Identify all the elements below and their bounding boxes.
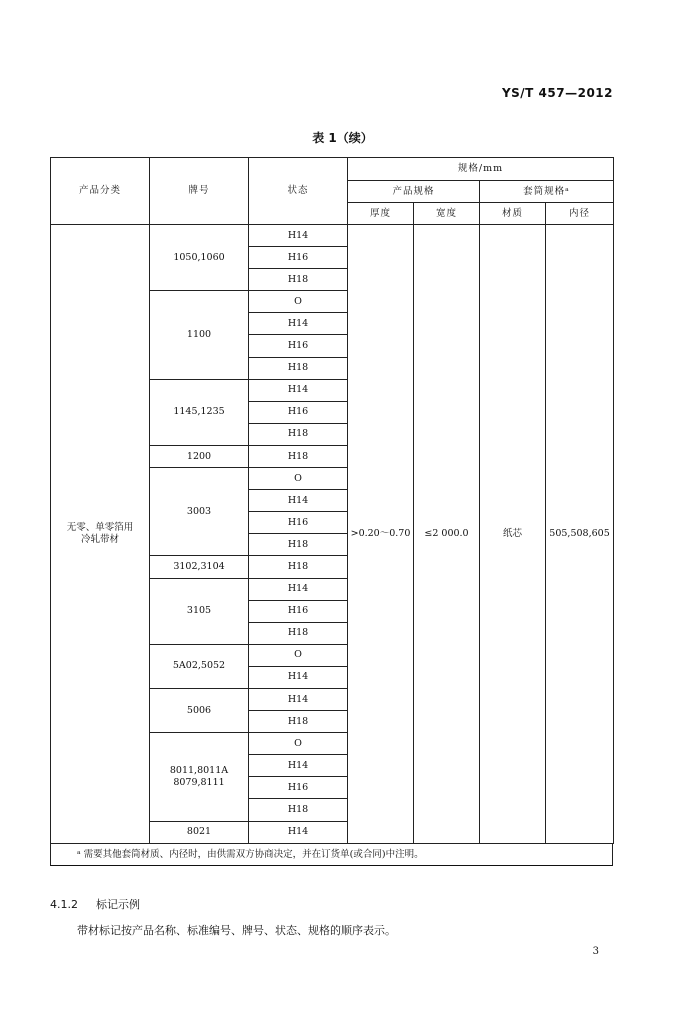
temper-cell: H16 — [249, 401, 348, 423]
header-grade: 牌号 — [150, 158, 249, 225]
temper-cell: H16 — [249, 512, 348, 534]
page-number: 3 — [592, 946, 599, 957]
temper-cell: H14 — [249, 755, 348, 777]
header-material: 材质 — [480, 203, 546, 225]
header-product-spec: 产品规格 — [348, 181, 480, 203]
grade-cell: 1050,1060 — [150, 225, 249, 291]
category-cell: 无零、单零箔用 冷轧带材 — [51, 225, 150, 844]
temper-cell: O — [249, 291, 348, 313]
temper-cell: O — [249, 733, 348, 755]
grade-cell: 1200 — [150, 445, 249, 467]
header-category: 产品分类 — [51, 158, 150, 225]
temper-cell: H14 — [249, 666, 348, 688]
header-temper: 状态 — [249, 158, 348, 225]
spec-table — [50, 157, 614, 844]
temper-cell: H14 — [249, 821, 348, 843]
temper-cell: O — [249, 644, 348, 666]
temper-cell: H16 — [249, 777, 348, 799]
header-width: 宽度 — [414, 203, 480, 225]
grade-cell: 3003 — [150, 468, 249, 556]
grade-cell: 8021 — [150, 821, 249, 843]
temper-cell: H18 — [249, 534, 348, 556]
header-inner-diameter: 内径 — [546, 203, 614, 225]
temper-cell: H18 — [249, 445, 348, 467]
table-container — [50, 157, 613, 844]
section-title: 标记示例 — [96, 898, 140, 911]
inner-diameter-cell: 505,508,605 — [546, 225, 614, 844]
thickness-cell: >0.20～0.70 — [348, 225, 414, 844]
temper-cell: H14 — [249, 490, 348, 512]
temper-cell: H16 — [249, 335, 348, 357]
material-cell: 纸芯 — [480, 225, 546, 844]
grade-cell: 3102,3104 — [150, 556, 249, 578]
temper-cell: H16 — [249, 247, 348, 269]
temper-cell: H16 — [249, 600, 348, 622]
section-heading — [50, 896, 140, 912]
grade-cell: 5006 — [150, 688, 249, 732]
temper-cell: H14 — [249, 225, 348, 247]
header-spec-group: 规格/mm — [348, 158, 614, 181]
table-body — [51, 225, 614, 844]
grade-cell: 8011,8011A 8079,8111 — [150, 733, 249, 821]
header-sleeve-spec: 套筒规格ᵃ — [480, 181, 614, 203]
table-title: 表 1（续） — [312, 131, 373, 145]
temper-cell: H18 — [249, 269, 348, 291]
grade-cell: 1100 — [150, 291, 249, 379]
temper-cell: H14 — [249, 379, 348, 401]
table-row — [51, 225, 614, 247]
grade-cell: 5A02,5052 — [150, 644, 249, 688]
temper-cell: H18 — [249, 357, 348, 379]
standard-number: YS/T 457—2012 — [501, 86, 613, 100]
temper-cell: O — [249, 468, 348, 490]
temper-cell: H14 — [249, 578, 348, 600]
grade-cell: 1145,1235 — [150, 379, 249, 445]
temper-cell: H18 — [249, 799, 348, 821]
temper-cell: H18 — [249, 622, 348, 644]
temper-cell: H14 — [249, 313, 348, 335]
temper-cell: H18 — [249, 556, 348, 578]
width-cell: ≤2 000.0 — [414, 225, 480, 844]
grade-cell: 3105 — [150, 578, 249, 644]
section-number: 4.1.2 — [50, 898, 78, 911]
header-thickness: 厚度 — [348, 203, 414, 225]
temper-cell: H18 — [249, 711, 348, 733]
temper-cell: H18 — [249, 423, 348, 445]
section-paragraph: 带材标记按产品名称、标准编号、牌号、状态、规格的顺序表示。 — [77, 924, 396, 937]
table-footnote: ᵃ 需要其他套筒材质、内径时，由供需双方协商决定，并在订货单(或合同)中注明。 — [50, 844, 613, 866]
temper-cell: H14 — [249, 688, 348, 710]
